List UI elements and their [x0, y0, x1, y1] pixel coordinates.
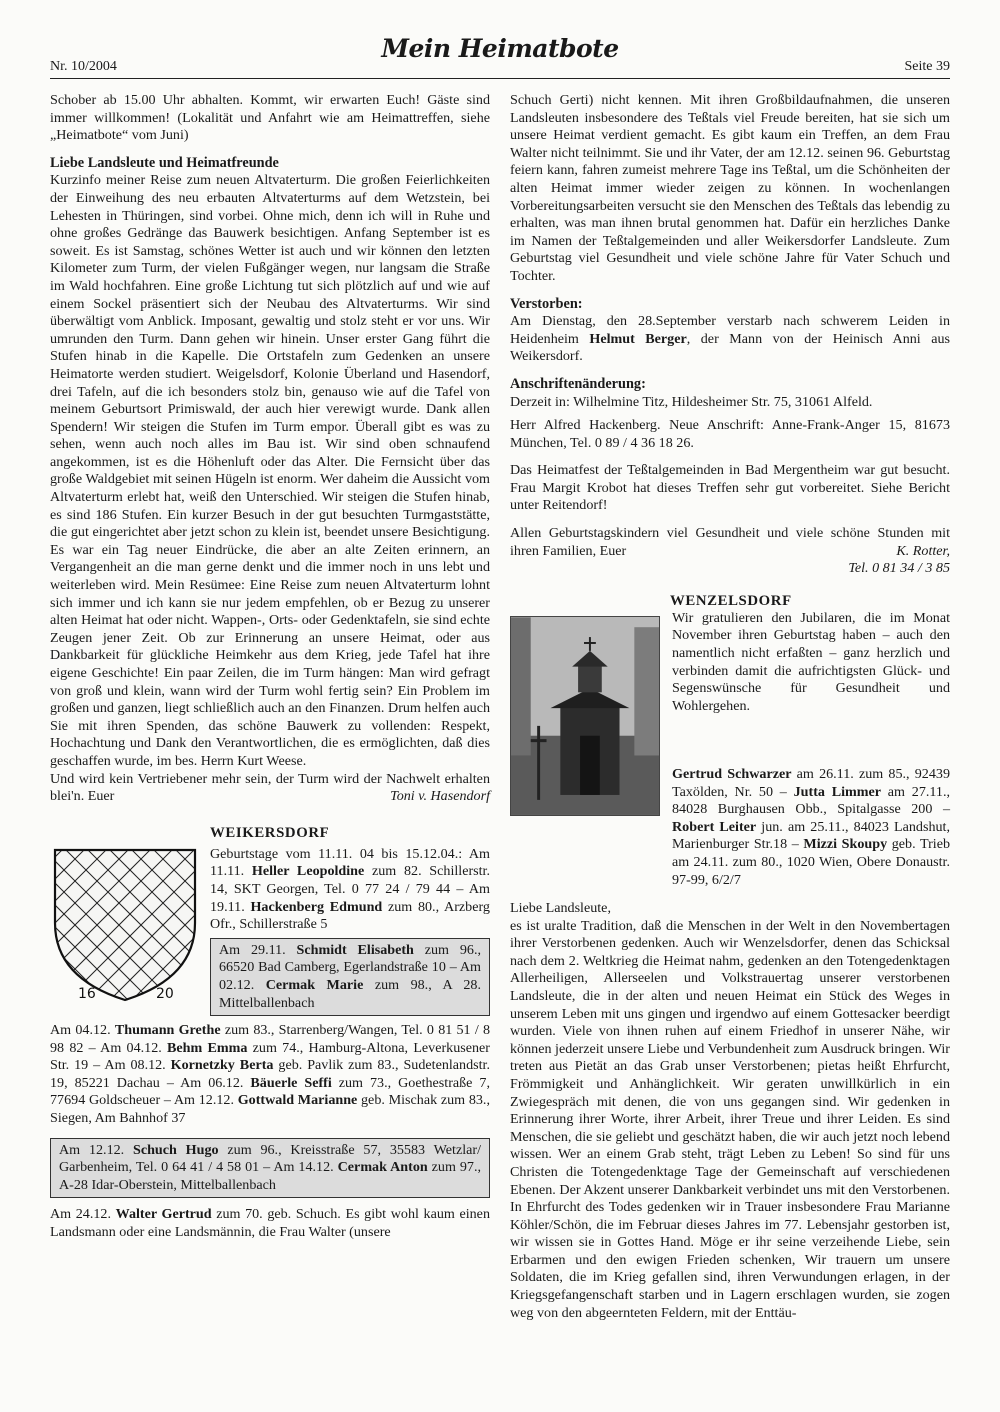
masthead-logo: Mein Heimatbote	[381, 34, 619, 63]
weikersdorf-crest-icon	[50, 828, 200, 1006]
weikersdorf-intro: Geburtstage vom 11.11. 04 bis 15.12.04.: Am 11.11. Heller Leopoldine zum 82. Schillerstr. 14, SKT Georgen, Tel. 0 77 24 / 79 44 – Am 19.11. Hackenberg Edmund zum 80., Arzberg Ofr., Schillerstraße 5	[210, 845, 491, 933]
chapel-photo	[510, 616, 660, 816]
letter-salutation: Liebe Landsleute,	[510, 900, 611, 916]
issue-number: Nr. 10/2004	[50, 59, 117, 74]
article-heading: Liebe Landsleute und Heimatfreunde	[50, 154, 279, 171]
address-line-2: Herr Alfred Hackenberg. Neue Anschrift: Anne-Frank-Anger 15, 81673 München, Tel. 0 89 / 4 36 18 26.	[510, 417, 950, 451]
deceased-text: Am Dienstag, den 28.September verstarb nach schwerem Leiden in Heidenheim Helmut Berger, der Mann von der Heinisch Anni aus Weikersdorf.	[510, 313, 951, 365]
wenzelsdorf-intro: Wir gratulieren den Jubilaren, die im Monat November ihren Geburtstag haben – auch den namentlich nicht erfaßten – ganz herzlich und verbinden damit die aufrichtigsten Glück- und Segenswünsche für Gesundheit und Wohlergehen.	[672, 609, 950, 714]
birthday-box-1: Am 29.11. Schmidt Elisabeth zum 96., 66520 Bad Camberg, Egerlandstraße 10 – Am 02.12. Cermak Marie zum 98., A 28. Mittelballenbach	[210, 938, 490, 1016]
article-body: Kurzinfo meiner Reise zum neuen Altvaterturm. Die großen Feierlichkeiten der Einweihung des neu erbauten Altvaterturms auf dem Wetzstein, bei Lehesten in Thüringen, sind vorbei. Ohne mich, denn ich will in Ruhe und ohne großes Gedränge das Bauwerk besichtigen. Anfang September ist es soweit. Es ist Samstag, schönes Wetter ist auch und wir können den letzten Kilometer zum Turm, der vielen Fußgänger wegen, nur langsam die Straße im Wald hochfahren. Eine große Lichtung tut sich plötzlich auf und wie auf einem Sockel präsentiert sich der Neubau des Altvaterturms. Wir sind überwältigt vom Anblick. Imposant, gewaltig und stolz steht er vor uns. Wir umrunden den Turm. Dann gehen wir hinein. Unser erster Gang führt die Stufen hinab in die Kapelle. Die Ortstafeln zum Gedenken an unsere Heimatorte werden studiert. Weigelsdorf, Kolonie Überland und Hasendorf, drei Tafeln, auf die ich besonders stolz bin, genauso wie auf die Tafel von meinem Geburtsort Primiswald, der auch hier verewigt wurde. Dank allen Spendern! Wir steigen die Stufen im Turm empor. Überall gibt es was zu sehen, wenn auch noch alles im Bau ist. Wir sind oben schnaufend angekommen, ist es die Höhenluft oder das Alter. Die Fernsicht über das große Waldgebiet mit seinen Hügeln ist enorm. Wer daheim die Aussicht vom Altvaterturm erlebt hat, weiß den Unterschied. Wir steigen die Stufen hinab, es sind 186 Stufen. Ein kurzer Besuch in der gut besuchten Turmgaststätte, die gut eingerichtet aber jetzt schon zu klein ist, beendet unsere Besichtigung. Es war ein Tag neuer Eindrücke, die aber an alte Zeiten erinnern, an Vergangenheit an die man gerne denkt und die immer noch in uns lebt und weiterleben wird. Mein Resümee: Eine Reise zum neuen Altvaterturm lohnt sich immer und ich kann sie nur jedem empfehlen, ob er Bezug zu unserer alten Heimat hat oder nicht. Wappen-, Orts- oder Gedenktafeln, sie sind echte Zeugen jener Zeit. Ob zur Erinnerung an unsere Heimat, oder aus Dankbarkeit für glückliche Heimkehr aus dem Krieg, jede Tafel hat ihre eigene Geschichte! Ein paar Zeilen, die im Turm hängen: Man wird gefragt von groß und klein, wann wird der Turm wohl fertig sein? Ein Problem im großen und ganzen, liegt schließlich auch an den Finanzen. Drum helfen auch Sie mit ihren Spenden, das schöne Bauwerk zu vollenden: Respekt, Hochachtung und Dank den Verantwortlichen, die es ermöglichten, daß dies geschaffen wurde, im bes. Herrn Kurt Weese.	[50, 172, 490, 769]
left-column	[50, 92, 490, 1242]
wenzelsdorf-letter	[510, 900, 950, 1322]
weikersdorf-title: WEIKERSDORF	[210, 824, 330, 841]
wishes-telephone: Tel. 0 81 34 / 3 85	[848, 560, 950, 577]
letter-body: es ist uralte Tradition, daß die Menschen in der Welt in den Novembertagen ihrer Verstorbenen gedenken. Auch wir Wenzelsdorfer, denen das Schicksal nach dem 2. Weltkrieg die Heimat nahm, gedenken an den Totengedenktagen Allerheiligen, Allerseelen und Volkstrauertag unserer verstorbenen Landsleute, die in der alten und neuen Heimat ein Stück des Weges in unserem Leben mit uns gingen und irgendwo auf einem Gottesacker beerdigt wurden. Viele von ihnen ruhen auf einem Friedhof in unserer Nähe, wir können jederzeit unsere Liebe und Verbundenheit zum Ausdruck bringen. Wir treten aus Pietät an das Grab unser Verstorbenen; pietas heißt Ehrfurcht, Frömmigkeit und Anhänglichkeit. Wir geraten unwillkürlich in ein Zwiegespräch mit denen, die von uns gegangen sind. Wir gedenken in Erinnerung ihrer Worte, ihrer Arbeit, ihrer Treue und ihrer Leiden. Es sind Menschen, die sie geliebt und geschätzt haben, die wir auch jetzt noch lebend wissen. Wer an einem Grab steht, trägt Leben zu Leben! So sind für uns Christen die Totengedenktage Tage der Gemeinschaft auf verschiedenen Ebenen. Der Akzent unserer Dankbarkeit verbindet uns mit den Verstorbenen. In Ehrfurcht des Todes gedenken wir in Trauer insbesondere Frau Marianne Köhler/Schön, die im Februar dieses Jahres im 77. Lebensjahr gestorben ist, wir wissen sie in Gottes Hand. Möge er ihr seine verzeihende Liebe, sein Erbarmen und den ewigen Frieden schenken, Wir trauern um unsere Soldaten, die im Krieg gefallen sind, ihren Verwundungen erlagen, in der Kriegsgefangenschaft starben und in Lagern erschlagen wurden, sie zogen weg von den abgeernteten Feldern, mit der Enttäu-	[510, 917, 950, 1321]
address-heading: Anschriftenänderung:	[510, 375, 646, 392]
crest-year-left: 16	[78, 985, 96, 1002]
wenzelsdorf-birthdays: Gertrud Schwarzer am 26.11. zum 85., 92439 Taxölden, Nr. 50 – Jutta Limmer am 27.11., 84028 Burghausen Obb., Spitalgasse 200 – Robert Leiter jun. am 25.11., 84023 Landshut, Marienburger Str.18 – Mizzi Skoupy geb. Trieb am 24.11. zum 80., 1020 Wien, Obere Donaustr. 97-99, 6/2/7	[672, 766, 951, 888]
weikersdorf-birthdays: Am 04.12. Thumann Grethe zum 83., Starrenberg/Wangen, Tel. 0 81 51 / 8 98 82 – Am 04.12. Behm Emma zum 74., Hamburg-Altona, Leverkusener Str. 19 – Am 08.12. Kornetzky Berta geb. Pavlik zum 83., Sudetenlandstr. 19, 85221 Dachau – Am 06.12. Bäuerle Seffi zum 73., Goethestraße 7, 77694 Goldscheuer – Am 12.12. Gottwald Marianne geb. Mischak zum 83., Siegen, Am Bahnhof 37	[50, 1022, 491, 1127]
address-line-1: Derzeit in: Wilhelmine Titz, Hildesheimer Str. 75, 31061 Alfeld.	[510, 393, 873, 410]
weikersdorf-section	[50, 824, 490, 1016]
heimatfest-paragraph: Das Heimatfest der Teßtalgemeinden in Bad Mergentheim war gut besucht. Frau Margit Krobot hat dieses Treffen sehr gut vorbereitet. Siehe Bericht unter Reitendorf!	[510, 462, 950, 514]
article-closing: Und wird kein Vertriebener mehr sein, der Turm wird der Nachwelt erhalten blei'n. Euer Toni v. Hasendorf	[50, 770, 490, 805]
birthday-box-2: Am 12.12. Schuch Hugo zum 96., Kreisstraße 57, 35583 Wetzlar/ Garbenheim, Tel. 0 64 41 / 4 58 01 – Am 14.12. Cermak Anton zum 97., A-28 Idar-Oberstein, Mittelballenbach	[50, 1138, 490, 1199]
walter-gertrud-paragraph: Am 24.12. Walter Gertrud zum 70. geb. Schuch. Es gibt wohl kaum einen Landsmann oder eine Landsmännin, die Frau Walter (unsere	[50, 1206, 490, 1241]
page-header	[50, 34, 950, 78]
wishes-paragraph: Allen Geburtstagskindern viel Gesundheit und viele schöne Stunden mit ihren Familien, Euer K. Rotter,	[510, 525, 950, 559]
wishes-signature: K. Rotter,	[896, 542, 950, 559]
deceased-heading: Verstorben:	[510, 295, 583, 312]
header-rule	[50, 78, 950, 79]
article-signature: Toni v. Hasendorf	[390, 788, 490, 805]
intro-paragraph: Schober ab 15.00 Uhr abhalten. Kommt, wir erwarten Euch! Gäste sind immer willkommen! (Lokalität und Anfahrt wie am Heimattreffen, siehe „Heimatbote“ vom Juni)	[50, 92, 490, 144]
crest-year-right: 20	[156, 985, 174, 1002]
page-number: Seite 39	[904, 59, 950, 74]
walter-continuation: Schuch Gerti) nicht kennen. Mit ihren Großbildaufnahmen, die unseren Landsleuten insbesondere des Teßtals viel Freude bereiten, hat sie sich um unsere Heimat verdient gemacht. Es gibt kaum ein Treffen, an dem Frau Walter nicht teilnimmt. Sie und ihr Vater, der am 12.12. seinen 96. Geburtstag feiern kann, fahren zumeist mehrere Tage ins Teßtal, um die Schönheiten der alten Heimat immer wieder zeigen zu können. In wochenlangen Vorbereitungsarbeiten versucht sie den Menschen des Teßtals das lebendig zu erhalten, was man ihnen brutal genommen hat. Dafür ein herzliches Danke im Namen der Teßtalgemeinden und aller Weikersdorfer Landsleute. Zum Geburtstag viel Gesundheit und viele schöne Jahre für Vater Schuch und Tochter.	[510, 92, 950, 284]
right-column	[510, 92, 950, 816]
wenzelsdorf-title: WENZELSDORF	[670, 592, 792, 609]
